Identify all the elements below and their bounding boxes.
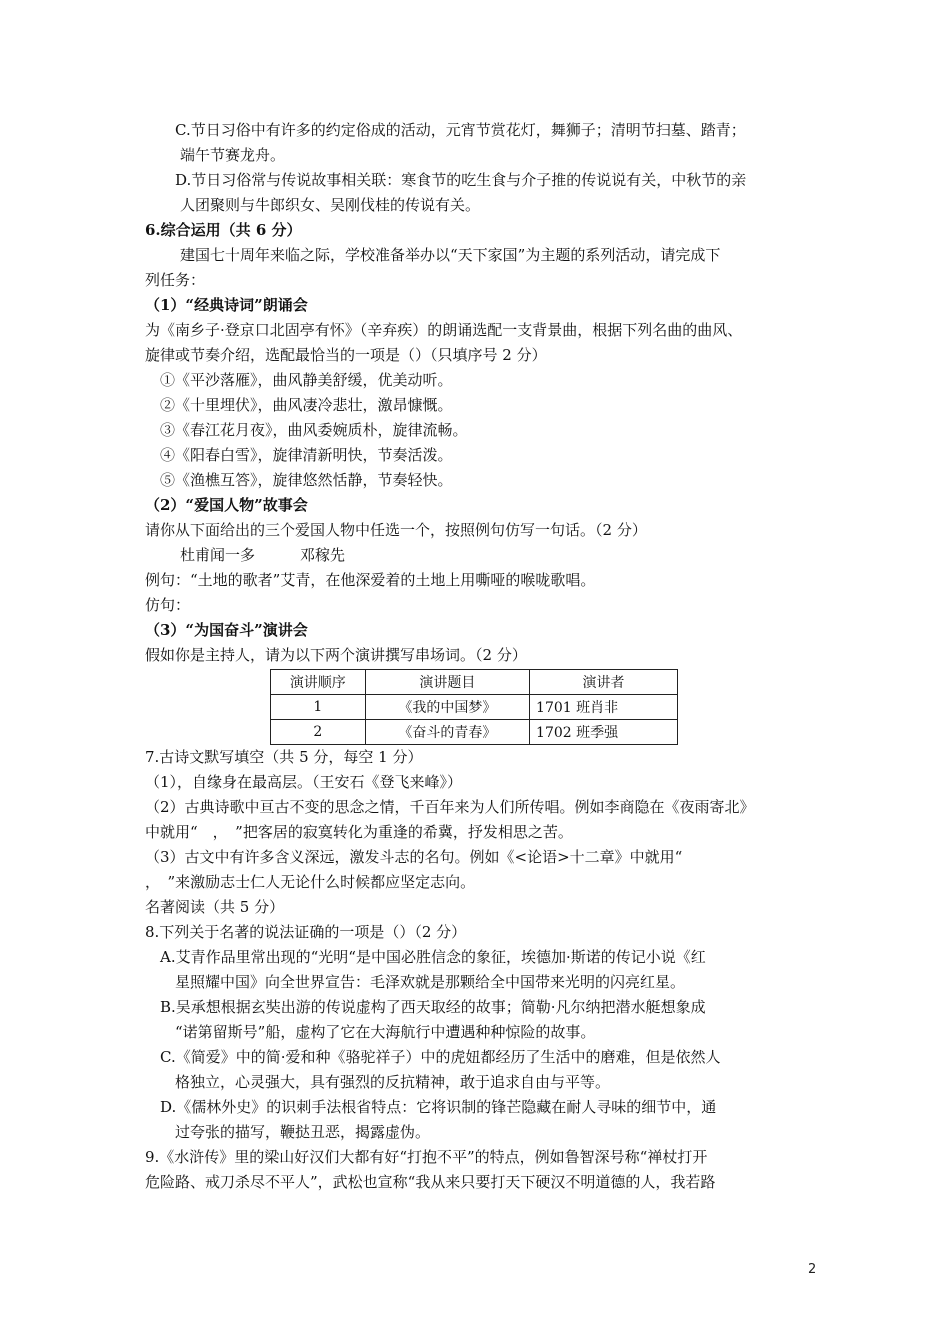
song-option: ②《十里埋伏》，曲风凄冷悲壮，激昂慷慨。 bbox=[160, 396, 453, 414]
song-option: ①《平沙落雁》，曲风静美舒缓，优美动听。 bbox=[160, 371, 453, 389]
q7-item3-line1: （3）古文中有许多含义深远，激发斗志的名句。例如《<论语>十二章》中就用“ bbox=[145, 848, 683, 866]
q8-stem: 8.下列关于名著的说法证确的一项是（）（2 分） bbox=[145, 923, 467, 941]
q7-item2-line2: 中就用“ ， ”把客居的寂寞转化为重逢的希冀，抒发相思之苦。 bbox=[145, 823, 573, 841]
table-header-cell: 演讲者 bbox=[530, 670, 678, 695]
table-header-cell: 演讲题目 bbox=[365, 670, 529, 695]
q6-part1-text-line2: 旋律或节奏介绍，选配最恰当的一项是（）（只填序号 2 分） bbox=[145, 346, 547, 364]
q8-option-b-line1: B.吴承想根据玄奘出游的传说虚构了西天取经的故事；简勒·凡尔纳把潜水艇想象成 bbox=[160, 998, 706, 1016]
table-header-cell: 演讲顺序 bbox=[271, 670, 366, 695]
q6-part2-people: 杜甫闻一多 邓稼先 bbox=[180, 546, 346, 564]
q8-option-a-line1: A.艾青作品里常出现的“光明“是中国必胜信念的象征，埃德加·斯诺的传记小说《红 bbox=[160, 948, 706, 966]
page-number: 2 bbox=[808, 1262, 817, 1277]
q6-intro-line1: 建国七十周年来临之际，学校准备举办以“天下家国”为主题的系列活动，请完成下 bbox=[180, 246, 721, 264]
table-cell: 1701 班肖非 bbox=[530, 695, 678, 720]
q5-option-d-line2: 人团聚则与牛郎织女、吴刚伐桂的传说有关。 bbox=[180, 196, 481, 214]
table-cell: 《奋斗的青春》 bbox=[365, 720, 529, 745]
q9-line1: 9.《水浒传》里的梁山好汉们大都有好“打抱不平”的特点，例如鲁智深号称“禅杖打开 bbox=[145, 1148, 708, 1166]
q6-part1-title: （1）“经典诗词”朗诵会 bbox=[145, 296, 308, 314]
q8-option-c-line1: C.《简爱》中的简·爱和种《骆驼祥子）中的虎妞都经历了生活中的磨难，但是依然人 bbox=[160, 1048, 721, 1066]
table-row bbox=[271, 695, 678, 720]
q6-part1-text-line1: 为《南乡子·登京口北固亭有怀》（辛弃疾）的朗诵选配一支背景曲，根据下列名曲的曲风、 bbox=[145, 321, 743, 339]
song-option: ④《阳春白雪》，旋律清新明快，节奏活泼。 bbox=[160, 446, 453, 464]
q7-item2-line1: （2）古典诗歌中亘古不变的思念之情，千百年来为人们所传唱。例如李商隐在《夜雨寄北》 bbox=[145, 798, 755, 816]
document-page bbox=[145, 118, 815, 1195]
q7-item1: （1），自缘身在最高层。（王安石《登飞来峰》） bbox=[145, 773, 463, 791]
table-row bbox=[271, 720, 678, 745]
q6-intro-line2: 列任务： bbox=[145, 271, 206, 289]
q8-option-d-line2: 过夸张的描写，鞭挞丑恶，揭露虚伪。 bbox=[175, 1123, 431, 1141]
table-header-row bbox=[271, 670, 678, 695]
q5-option-c-line1: C.节日习俗中有许多的约定俗成的活动，元宵节赏花灯，舞狮子；清明节扫墓、踏青； bbox=[175, 121, 746, 139]
table-cell: 2 bbox=[271, 720, 366, 745]
q6-part3-title: （3）“为国奋斗”演讲会 bbox=[145, 621, 308, 639]
q8-option-a-line2: 星照耀中国》向全世界宣告：毛泽欢就是那颗给全中国带来光明的闪亮红星。 bbox=[175, 973, 686, 991]
q6-part2-example: 例句：“土地的歌者”艾青，在他深爱着的土地上用嘶哑的喉咙歌唱。 bbox=[145, 571, 596, 589]
q5-option-c-line2: 端午节赛龙舟。 bbox=[180, 146, 286, 164]
q6-part2-text: 请你从下面给出的三个爱国人物中任选一个，按照例句仿写一句话。（2 分） bbox=[145, 521, 647, 539]
table-cell: 1702 班季强 bbox=[530, 720, 678, 745]
q8-option-c-line2: 格独立，心灵强大，具有强烈的反抗精神，敢于追求自由与平等。 bbox=[175, 1073, 611, 1091]
q7-title: 7.古诗文默写填空（共 5 分，每空 1 分） bbox=[145, 748, 423, 766]
q9-line2: 危险路、戒刀杀尽不平人”，武松也宣称“我从来只要打天下硬汉不明道德的人，我若路 bbox=[145, 1173, 716, 1191]
reading-title: 名著阅读（共 5 分） bbox=[145, 898, 285, 916]
song-option: ⑤《渔樵互答》，旋律悠然恬静，节奏轻快。 bbox=[160, 471, 453, 489]
speech-table bbox=[270, 669, 678, 745]
q6-part2-title: （2）“爱国人物”故事会 bbox=[145, 496, 308, 514]
q6-title: 6.综合运用（共 6 分） bbox=[145, 221, 302, 239]
table-cell: 《我的中国梦》 bbox=[365, 695, 529, 720]
q7-item3-line2: ， ”来激励志士仁人无论什么时候都应坚定志向。 bbox=[145, 873, 476, 891]
q8-option-d-line1: D.《儒林外史》的识刺手法根省特点：它将识制的锋芒隐藏在耐人寻味的细节中，通 bbox=[160, 1098, 717, 1116]
q8-option-b-line2: “诺第留斯号”船，虚构了它在大海航行中遭遇种种惊险的故事。 bbox=[175, 1023, 596, 1041]
song-option: ③《春江花月夜》，曲风委婉质朴，旋律流畅。 bbox=[160, 421, 468, 439]
q6-part3-text: 假如你是主持人，请为以下两个演讲撰写串场词。（2 分） bbox=[145, 646, 527, 664]
table-cell: 1 bbox=[271, 695, 366, 720]
q5-option-d-line1: D.节日习俗常与传说故事相关联：寒食节的吃生食与介子推的传说说有关，中秋节的亲 bbox=[175, 171, 747, 189]
q6-part2-imitate: 仿句： bbox=[145, 596, 191, 614]
